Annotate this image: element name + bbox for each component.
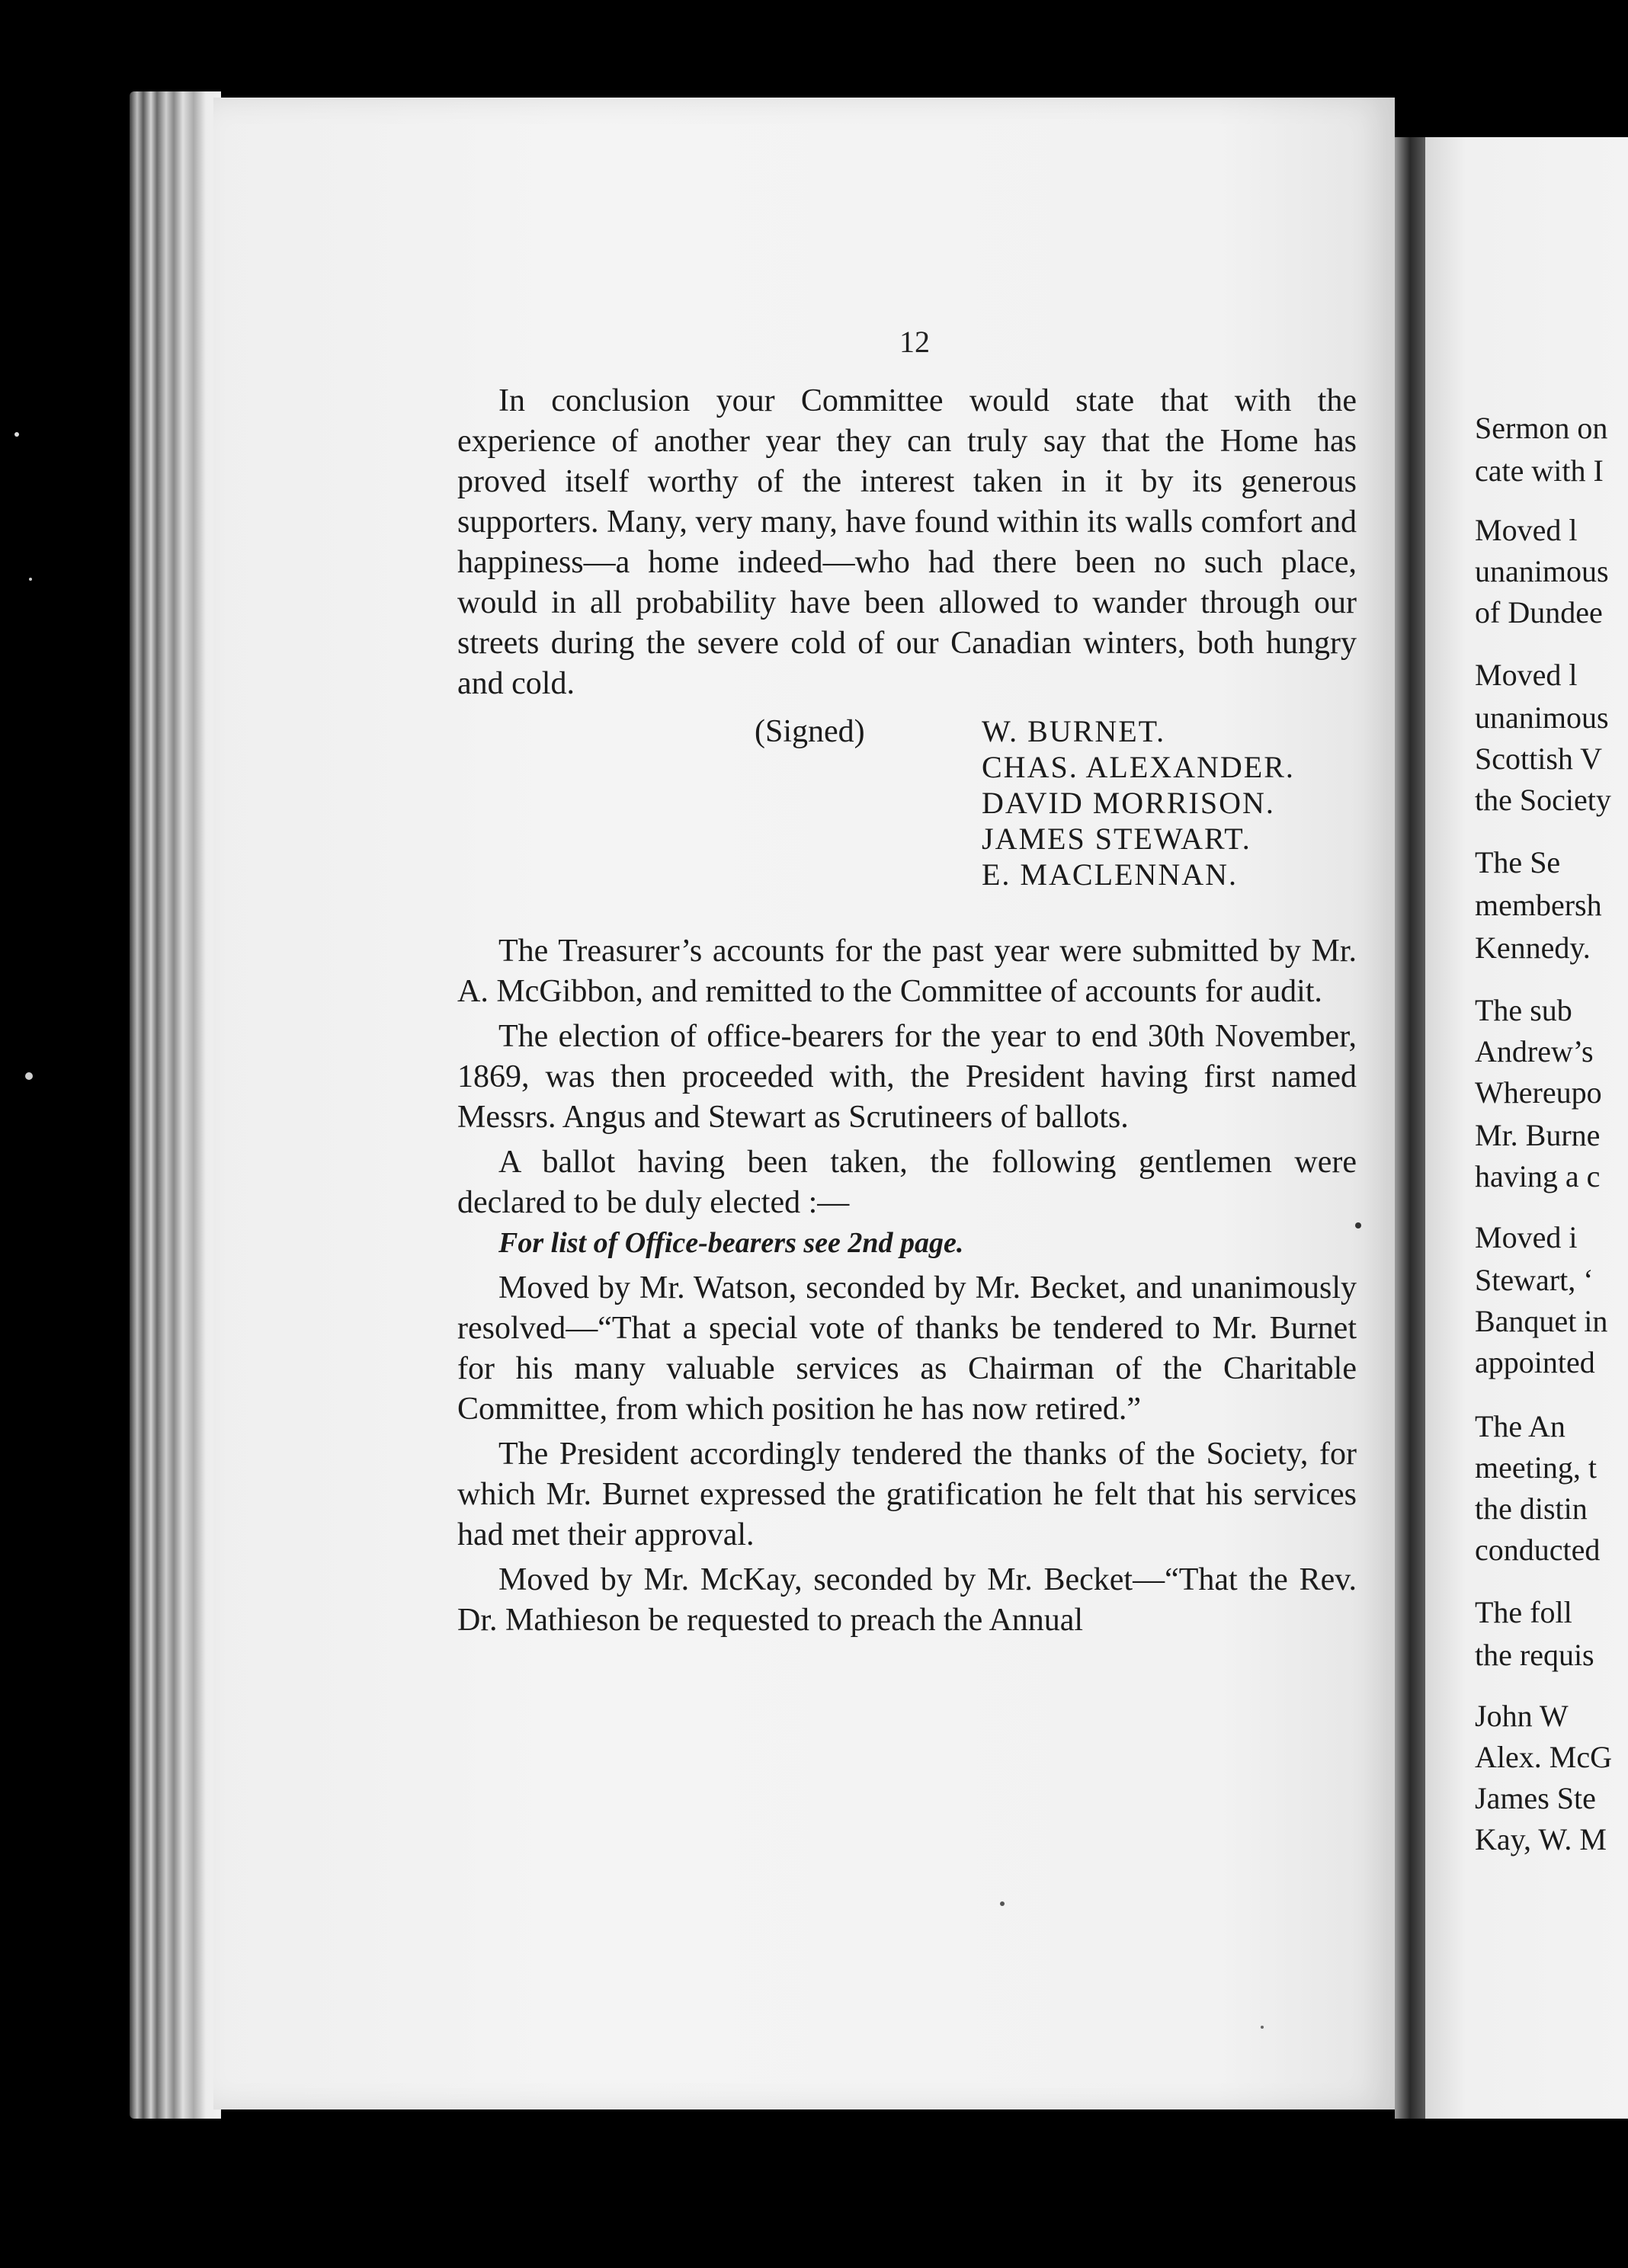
right-page-line: Kennedy. xyxy=(1475,931,1591,965)
paragraph-treasurer: The Treasurer’s accounts for the past year were submitted by Mr. A. McGibbon, and remitted to the Committee of accounts for audit. xyxy=(457,934,1357,1009)
signatory-list xyxy=(982,713,1295,892)
right-page-line: The sub xyxy=(1475,993,1572,1027)
right-page-line: The Se xyxy=(1475,845,1561,879)
right-page-line: Mr. Burne xyxy=(1475,1118,1601,1152)
right-page-line: James Ste xyxy=(1475,1781,1596,1815)
right-page-line: Kay, W. M xyxy=(1475,1822,1607,1856)
left-page-body xyxy=(457,381,1357,1645)
right-page-line: The foll xyxy=(1475,1595,1572,1629)
right-page-line: Moved l xyxy=(1475,513,1578,547)
page-number: 12 xyxy=(899,325,930,359)
paragraph-sermon-motion: Moved by Mr. McKay, seconded by Mr. Becket—“That the Rev. Dr. Mathieson be requested to preach the Annual xyxy=(457,1562,1357,1638)
right-page-line: of Dundee xyxy=(1475,595,1603,629)
paragraph-president-thanks: The President accordingly tendered the thanks of the Society, for which Mr. Burnet expressed the gratification he felt that his services had met their approval. xyxy=(457,1437,1357,1552)
right-page-line: unanimous xyxy=(1475,554,1609,588)
signature-block xyxy=(457,713,1357,911)
paragraph-ballot: A ballot having been taken, the following gentlemen were declared to be duly elected :— xyxy=(457,1145,1357,1220)
paragraph-vote-of-thanks: Moved by Mr. Watson, seconded by Mr. Becket, and unanimously resolved—“That a special vote of thanks be tendered to Mr. Burnet for his many valuable services as Chairman of the Charitable Committee, from which position he has now retired.” xyxy=(457,1270,1357,1427)
signatory: E. MACLENNAN. xyxy=(982,857,1238,892)
right-page-line: Banquet in xyxy=(1475,1304,1608,1338)
signatory: W. BURNET. xyxy=(982,714,1166,748)
right-page-line: The An xyxy=(1475,1409,1566,1443)
right-page-line: John W xyxy=(1475,1699,1569,1733)
paragraph-conclusion: In conclusion your Committee would state that with the experience of another year they can truly say that the Home has proved itself worthy of the interest taken in it by its generous supporters. Many, very many, have found within its walls comfort and happiness—a home indeed—who had there been no such place, would in all probability have been allowed to wander through our streets during the severe cold of our Canadian winters, both hungry and cold. xyxy=(457,383,1357,701)
right-page-line: conducted xyxy=(1475,1533,1601,1567)
office-bearers-note: For list of Office-bearers see 2nd page. xyxy=(498,1227,964,1259)
right-page-line: the requis xyxy=(1475,1638,1594,1672)
right-page-line: Scottish V xyxy=(1475,742,1603,776)
right-page-line: unanimous xyxy=(1475,700,1609,735)
right-page-line: Moved i xyxy=(1475,1220,1578,1254)
signatory: CHAS. ALEXANDER. xyxy=(982,750,1295,784)
signatory: DAVID MORRISON. xyxy=(982,786,1275,820)
right-page-line: the Society xyxy=(1475,783,1611,817)
right-page-line: Whereupo xyxy=(1475,1075,1602,1110)
paragraph-election: The election of office-bearers for the year to end 30th November, 1869, was then proceeded with, the President having first named Messrs. Angus and Stewart as Scrutineers of ballots. xyxy=(457,1019,1357,1135)
page-edges xyxy=(130,91,221,2119)
right-page-line: Moved l xyxy=(1475,658,1578,692)
book-gutter xyxy=(1395,137,1425,2119)
right-page-line: meeting, t xyxy=(1475,1450,1597,1485)
right-page-line: Sermon on xyxy=(1475,411,1608,445)
signatory: JAMES STEWART. xyxy=(982,822,1251,856)
signed-label: (Signed) xyxy=(755,714,865,749)
right-page-line: cate with I xyxy=(1475,453,1604,488)
right-page-line: having a c xyxy=(1475,1159,1601,1193)
right-page-line: Andrew’s xyxy=(1475,1034,1594,1068)
right-page-line: Stewart, ‘ xyxy=(1475,1263,1594,1297)
right-page-line: appointed xyxy=(1475,1345,1595,1379)
right-page-line: the distin xyxy=(1475,1491,1588,1526)
right-page-line: membersh xyxy=(1475,888,1602,922)
right-page-line: Alex. McG xyxy=(1475,1740,1612,1774)
